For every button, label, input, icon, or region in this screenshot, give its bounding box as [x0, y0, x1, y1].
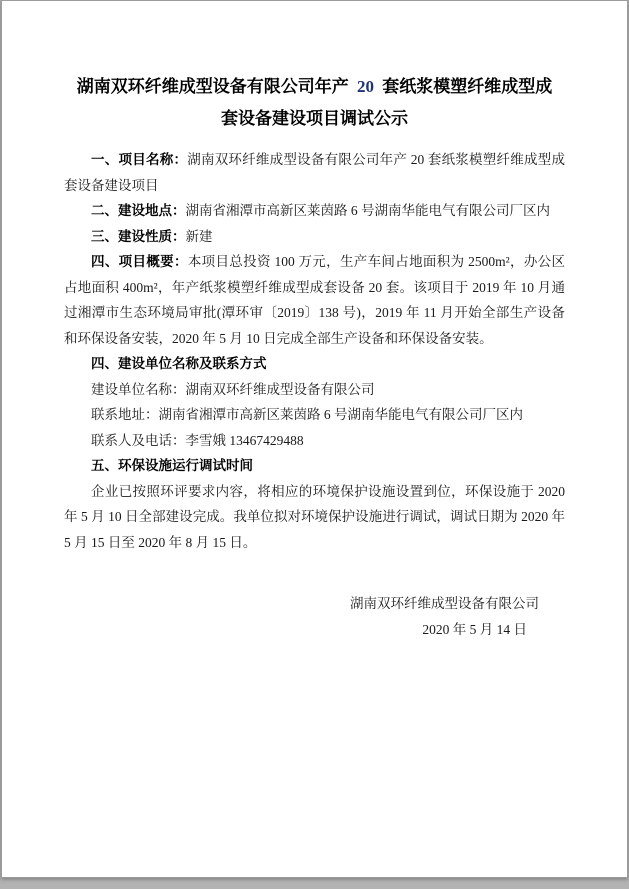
title-text-part1: 湖南双环纤维成型设备有限公司年产	[76, 77, 353, 96]
signature-block	[64, 591, 565, 643]
paragraph-location	[64, 198, 565, 224]
section-label-location: 二、建设地点：	[91, 203, 186, 218]
contact-line-person-phone: 联系人及电话：李雪娥 13467429488	[91, 432, 304, 448]
document-content	[2, 1, 627, 643]
paragraph-nature	[64, 224, 565, 250]
paragraph-overview	[64, 249, 565, 351]
paragraph-project-name	[64, 147, 565, 198]
title-number: 20	[357, 77, 374, 96]
section-label-overview: 四、项目概要：	[91, 254, 188, 269]
heading-trial-time: 五、环保设施运行调试时间	[91, 458, 253, 473]
section-label-project-name: 一、项目名称：	[91, 152, 188, 167]
section-text-overview: 本项目总投资 100 万元，生产车间占地面积为 2500m²，办公区占地面积 400m²，年产纸浆模塑纤维成型成套设备 20 套。该项目于 2019 年 10 月通过湘潭市生态环境局审批(潭环审〔2019〕138 号)，2019 年 11 月开始全部生产设备和环保设备安装，2020 年 5 月 10 日完成全部生产设备和环保设备安装。	[64, 254, 565, 346]
section-text-project-name: 湖南双环纤维成型设备有限公司年产 20 套纸浆模塑纤维成型成套设备建设项目	[64, 152, 566, 193]
contact-line-company: 建设单位名称：湖南双环纤维成型设备有限公司	[91, 381, 375, 397]
signature-date: 2020 年 5 月 14 日	[422, 622, 527, 637]
section-text-nature: 新建	[185, 228, 213, 244]
signature-company: 湖南双环纤维成型设备有限公司	[350, 596, 539, 611]
title-text-part2: 套纸浆模塑纤维成型成套设备建设项目调试公示	[221, 77, 553, 128]
page-title	[76, 71, 554, 135]
section-label-nature: 三、建设性质：	[91, 228, 186, 244]
section-text-location: 湖南省湘潭市高新区莱茵路 6 号湖南华能电气有限公司厂区内	[185, 203, 550, 218]
document-page	[1, 0, 628, 878]
contact-line-address: 联系地址：湖南省湘潭市高新区莱茵路 6 号湖南华能电气有限公司厂区内	[91, 407, 523, 422]
heading-contact-info: 四、建设单位名称及联系方式	[91, 356, 267, 371]
paragraph-trial-text: 企业已按照环评要求内容，将相应的环境保护设施设置到位，环保设施于 2020 年 5 月 10 日全部建设完成。我单位拟对环境保护设施进行调试，调试日期为 2020 年 5 月 15 日至 2020 年 8 月 15 日。	[64, 483, 565, 550]
